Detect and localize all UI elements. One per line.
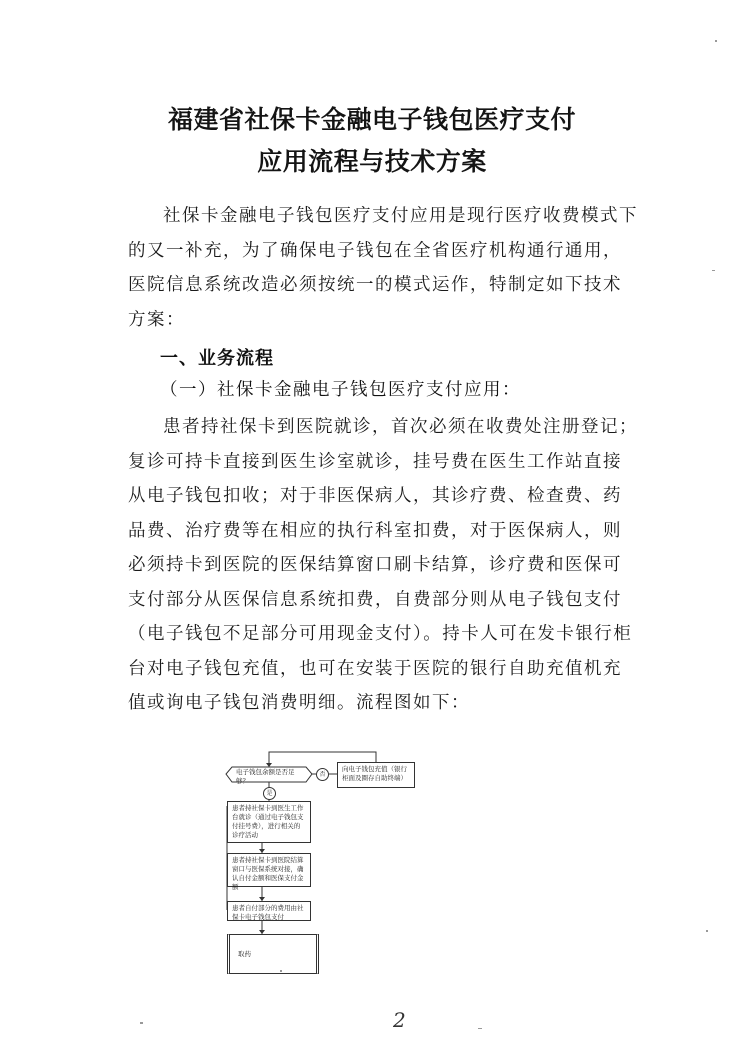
document-title-line1: 福建省社保卡金融电子钱包医疗支付 xyxy=(167,105,576,134)
step-pick-up-medicine-box: 取药 xyxy=(227,934,319,974)
section-heading-business-process: 一、业务流程 xyxy=(160,348,274,369)
step-medical-insurance-settlement-box: 患者持社保卡到医院结算窗口与医保系统对接，确认自付金额和医保支付金额 xyxy=(227,853,311,887)
document-title-line2: 应用流程与技术方案 xyxy=(257,147,487,176)
page-number: 2 xyxy=(393,1008,406,1032)
process-paragraph: 患者持社保卡到医院就诊，首次必须在收费处注册登记；复诊可持卡直接到医生诊室就诊，挂号费在医生工作站直接从电子钱包扣收；对于非医保病人，其诊疗费、检查费、药品费、治疗费等在相应的执行科室扣费，对于医保病人，则必须持卡到医院的医保结算窗口刷卡结算，诊疗费和医保可支付部分从医保信息系统扣费，自费部分则从电子钱包支付（电子钱包不足部分可用现金支付）。持卡人可在发卡银行柜台对电子钱包充值，也可在安装于医院的银行自助充值机充值或询电子钱包消费明细。流程图如下： xyxy=(128,417,638,713)
recharge-box: 向电子钱包充值（银行柜面及圈存自助终端） xyxy=(337,762,415,788)
arrowhead-loop xyxy=(266,763,272,767)
step-wallet-payment-box: 患者自付部分的费用由社保卡电子钱包支付 xyxy=(227,901,311,921)
yes-branch-label: 是 xyxy=(263,787,276,800)
decision-text: 电子钱包余额是否足够？ xyxy=(236,768,295,785)
scan-speck xyxy=(140,1022,143,1024)
scan-speck xyxy=(712,270,715,271)
scan-speck xyxy=(478,1028,482,1029)
scan-speck xyxy=(715,40,717,42)
scan-speck xyxy=(280,970,282,972)
intro-paragraph: 社保卡金融电子钱包医疗支付应用是现行医疗收费模式下的又一补充，为了确保电子钱包在全省医疗机构通行通用，医院信息系统改造必须按统一的模式运作，特制定如下技术方案： xyxy=(128,206,638,330)
step-doctor-visit-box: 患者持社保卡到医生工作台就诊（通过电子钱包支付挂号费），进行相关的诊疗活动 xyxy=(227,801,311,843)
subsection-heading-payment-application: （一）社保卡金融电子钱包医疗支付应用： xyxy=(160,380,521,400)
no-branch-label: 否 xyxy=(316,768,329,781)
scan-speck xyxy=(706,930,708,932)
